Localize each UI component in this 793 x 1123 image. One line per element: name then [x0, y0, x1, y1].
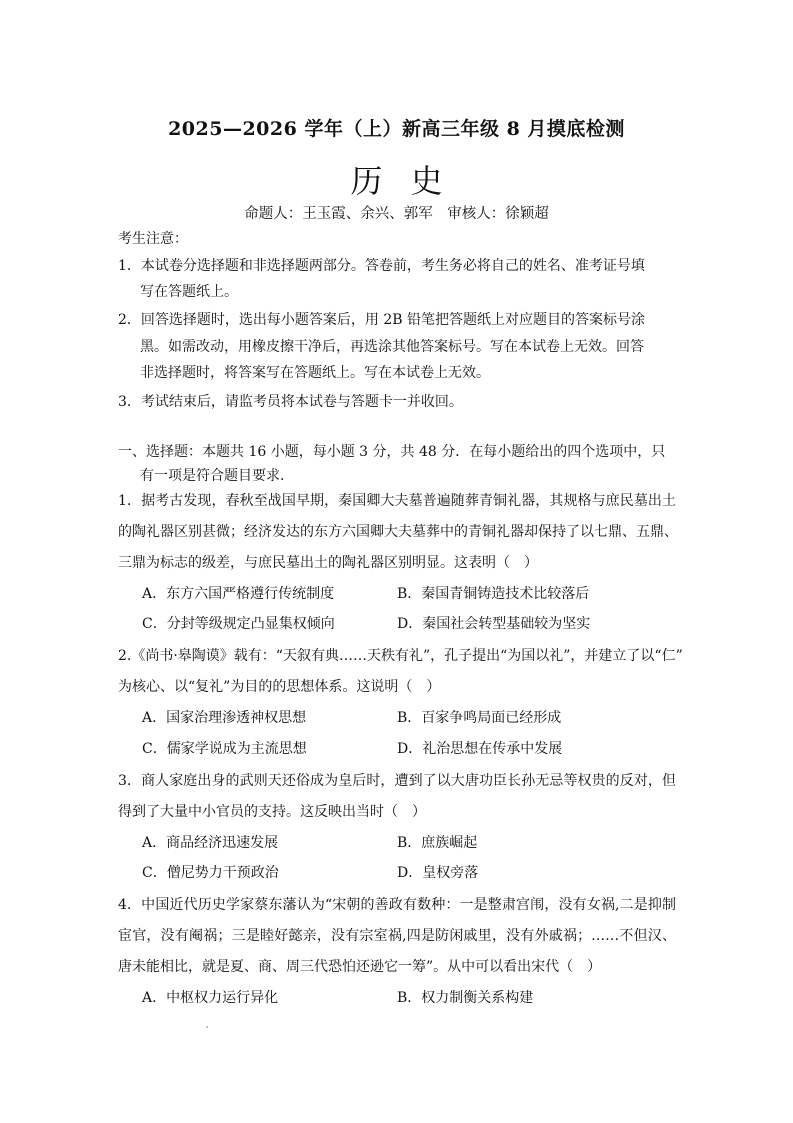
notice-item-2-cont: 黑。如需改动，用橡皮擦干净后，再选涂其他答案标号。写在本试卷上无效。回答	[140, 339, 644, 355]
question-4-line-3: 唐未能相比，就是夏、商、周三代恐怕还逊它一筹”。从中可以看出宋代（ ）	[118, 959, 602, 975]
question-1-option-a: A．东方六国严格遵行传统制度	[142, 586, 335, 602]
section-heading-cont: 有一项是符合题目要求.	[140, 468, 285, 484]
question-4-option-a: A．中枢权力运行异化	[142, 990, 279, 1006]
question-3-option-b: B．庶族崛起	[397, 835, 478, 851]
question-2-option-d: D．礼治思想在传承中发展	[397, 741, 563, 757]
question-1-option-b: B．秦国青铜铸造技术比较落后	[397, 586, 590, 602]
question-4-line-2: 宦官，没有阉祸；三是睦好懿亲，没有宗室祸,四是防闲戚里，没有外戚祸；……不但汉、	[118, 928, 676, 944]
question-1-line-1: 1．据考古发现，春秋至战国早期，秦国卿大夫墓普遍随葬青铜礼器，其规格与庶民墓出土	[118, 493, 676, 509]
question-2-line-2: 为核心、以“复礼”为目的的思想体系。这说明（ ）	[118, 679, 441, 695]
question-1-line-2: 的陶礼器区别甚微；经济发达的东方六国卿大夫墓葬中的青铜礼器却保持了以七鼎、五鼎、	[118, 524, 678, 540]
question-2-option-c: C．儒家学说成为主流思想	[142, 741, 307, 757]
question-3-option-a: A．商品经济迅速发展	[142, 835, 279, 851]
notice-item-1: 1．本试卷分选择题和非选择题两部分。答卷前，考生务必将自己的姓名、准考证号填	[118, 258, 645, 274]
question-2-option-b: B．百家争鸣局面已经形成	[397, 710, 562, 726]
question-1-option-c: C．分封等级规定凸显集权倾向	[142, 616, 335, 632]
question-2-line-1: 2.《尚书·皋陶谟》载有：“天叙有典……天秩有礼”，孔子提出“为国以礼”，并建立了以“仁”	[118, 648, 683, 664]
question-3-line-2: 得到了大量中小官员的支持。这反映出当时（ ）	[118, 804, 426, 820]
question-4-line-1: 4．中国近代历史学家蔡东藩认为“宋朝的善政有数种：一是整肃宫闱，没有女祸,二是抑制	[118, 897, 676, 913]
question-3-line-1: 3．商人家庭出身的武则天还俗成为皇后时，遭到了以大唐功臣长孙无忌等权贵的反对，但	[118, 773, 676, 789]
exam-title: 2025—2026 学年（上）新高三年级 8 月摸底检测	[168, 118, 625, 140]
question-1-option-d: D．秦国社会转型基础较为坚实	[397, 616, 591, 632]
notice-item-1-cont: 写在答题纸上。	[140, 284, 238, 300]
subject-title: 历史	[350, 162, 471, 200]
notice-item-2: 2．回答选择题时，选出每小题答案后，用 2B 铅笔把答题纸上对应题目的答案标号涂	[118, 312, 646, 328]
notice-item-2-cont2: 非选择题时，将答案写在答题纸上。写在本试卷上无效。	[140, 365, 490, 381]
question-4-option-b: B．权力制衡关系构建	[397, 990, 534, 1006]
notice-item-3: 3．考试结束后，请监考员将本试卷与答题卡一并收回。	[118, 394, 463, 410]
section-heading: 一、选择题：本题共 16 小题，每小题 3 分，共 48 分．在每小题给出的四个选项中，只	[118, 444, 666, 460]
question-2-option-a: A．国家治理渗透神权思想	[142, 710, 307, 726]
notice-label: 考生注意：	[118, 231, 188, 247]
question-3-option-c: C．僧尼势力干预政治	[142, 865, 279, 881]
question-3-option-d: D．皇权旁落	[397, 865, 479, 881]
question-1-line-3: 三鼎为标志的级差，与庶民墓出土的陶礼器区别明显。这表明（ ）	[118, 555, 538, 571]
stray-mark	[206, 1026, 208, 1028]
authors-line: 命题人：王玉霞、余兴、郭军 审核人：徐颖超	[244, 206, 549, 222]
